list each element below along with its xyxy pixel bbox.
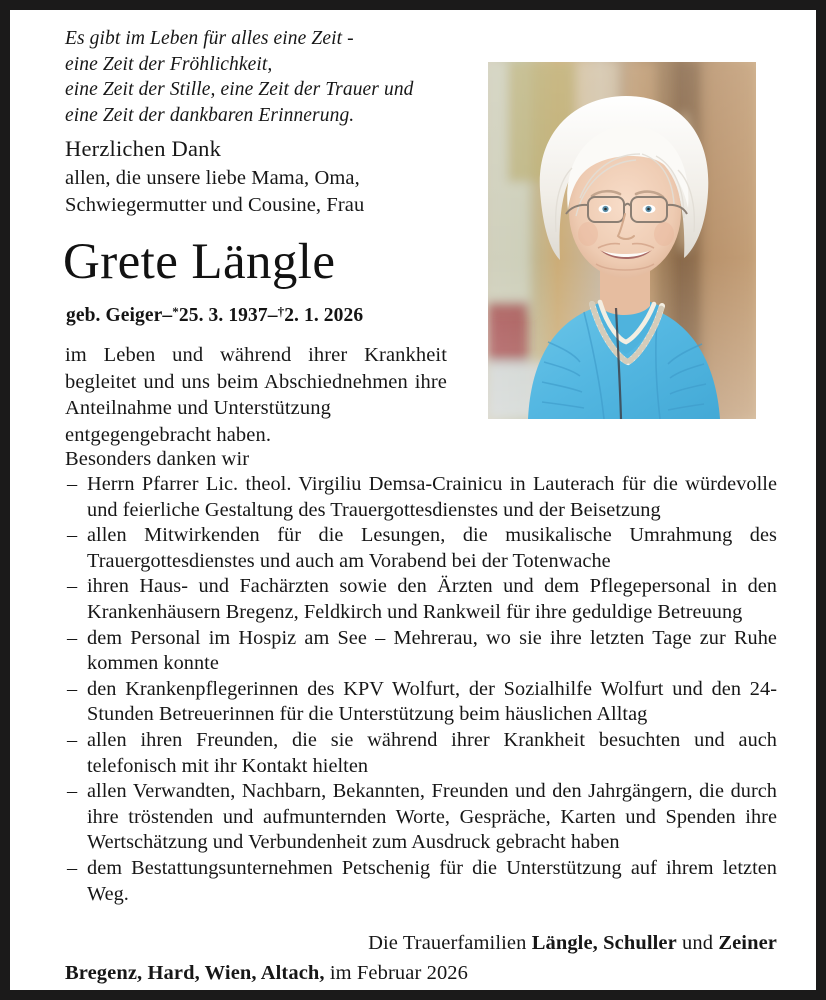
deceased-dates bbox=[66, 300, 486, 328]
publication-date: im Februar 2026 bbox=[324, 962, 468, 984]
dates-separator-1: – bbox=[162, 305, 173, 326]
list-item bbox=[65, 779, 777, 856]
birth-star-icon: * bbox=[172, 304, 179, 319]
list-bullet: – bbox=[67, 677, 78, 700]
poem-line-1: Es gibt im Leben für alles eine Zeit - bbox=[65, 28, 354, 49]
portrait-illustration bbox=[488, 62, 756, 419]
families-conjunction: und bbox=[676, 932, 719, 954]
list-item bbox=[65, 626, 777, 677]
family-name-2: Zeiner bbox=[718, 932, 777, 954]
list-bullet: – bbox=[67, 780, 78, 803]
list-item-text: allen Verwandten, Nachbarn, Bekannten, Freunden und den Jahrgängern, die durch ihre tröstenden und aufmunternden Worte, Gespräche, Karten und Spenden ihre Wertschätzung und Verbundenheit zum Ausdruck gebracht haben bbox=[87, 780, 777, 854]
places-list: Bregenz, Hard, Wien, Altach, bbox=[65, 962, 325, 984]
list-item bbox=[65, 574, 777, 625]
memorial-poem bbox=[65, 26, 485, 128]
list-bullet: – bbox=[67, 575, 78, 598]
list-item-text: dem Personal im Hospiz am See – Mehrerau, wo sie ihre letzten Tage zur Ruhe kommen konnte bbox=[87, 626, 777, 675]
intro-paragraph: im Leben und während ihrer Krankheit begleitet und uns beim Abschiednehmen ihre Anteilnahme und Unterstützung entgegengebracht haben. bbox=[65, 344, 447, 446]
special-thanks-heading: Besonders danken wir bbox=[65, 448, 250, 470]
portrait-photo bbox=[488, 62, 756, 419]
family-name-1: Längle, Schuller bbox=[531, 932, 677, 954]
list-item-text: dem Bestattungsunternehmen Petschenig für die Unterstützung auf ihrem letzten Weg. bbox=[87, 856, 777, 905]
dates-separator-2: – bbox=[267, 305, 278, 326]
thanks-list bbox=[65, 472, 777, 907]
list-item-text: allen ihren Freunden, die sie während ihrer Krankheit besuchten und auch telefonisch mit ihr Kontakt hielten bbox=[87, 728, 777, 777]
families-prefix: Die Trauerfamilien bbox=[368, 932, 532, 954]
poem-line-3: eine Zeit der Stille, eine Zeit der Trauer und bbox=[65, 79, 414, 100]
list-item-text: Herrn Pfarrer Lic. theol. Virgiliu Demsa-Crainicu in Lauterach für die würdevolle und feierliche Gestaltung des Trauergottesdienstes und der Beisetzung bbox=[87, 473, 777, 521]
list-item-text: allen Mitwirkenden für die Lesungen, die musikalische Umrahmung des Trauergottesdienstes und auch am Vorabend bei der Totenwache bbox=[87, 524, 777, 572]
list-bullet: – bbox=[67, 524, 78, 547]
places-and-date bbox=[65, 960, 777, 986]
poem-line-4: eine Zeit der dankbaren Erinnerung. bbox=[65, 104, 355, 126]
death-cross-icon: † bbox=[277, 304, 285, 319]
maiden-name: geb. Geiger bbox=[66, 305, 163, 326]
birth-date: 25. 3. 1937 bbox=[178, 305, 268, 326]
mourning-families bbox=[65, 930, 777, 956]
poem-line-2: eine Zeit der Fröhlichkeit, bbox=[65, 53, 273, 75]
relationship-text: allen, die unsere liebe Mama, Oma, Schwiegermutter und Cousine, Frau bbox=[65, 167, 365, 216]
list-item bbox=[65, 472, 777, 523]
list-bullet: – bbox=[67, 473, 78, 495]
list-item bbox=[65, 728, 777, 779]
deceased-name: Grete Längle bbox=[63, 234, 336, 290]
list-item bbox=[65, 523, 777, 574]
list-bullet: – bbox=[67, 856, 78, 879]
death-date: 2. 1. 2026 bbox=[284, 305, 364, 326]
thanks-heading: Herzlichen Dank bbox=[65, 136, 222, 161]
obituary-sheet bbox=[10, 10, 816, 990]
list-item-text: ihren Haus- und Fachärzten sowie den Ärzten und dem Pflegepersonal in den Krankenhäusern Bregenz, Feldkirch und Rankweil für ihre geduldige Betreuung bbox=[87, 575, 777, 623]
thanks-lead bbox=[65, 134, 443, 218]
list-bullet: – bbox=[67, 626, 78, 649]
list-item-text: den Krankenpflegerinnen des KPV Wolfurt, der Sozialhilfe Wolfurt und den 24-Stunden Betreuerinnen für die Unterstützung beim häuslichen Alltag bbox=[87, 677, 777, 726]
list-bullet: – bbox=[67, 728, 78, 751]
list-item bbox=[65, 677, 777, 728]
list-item bbox=[65, 856, 777, 907]
